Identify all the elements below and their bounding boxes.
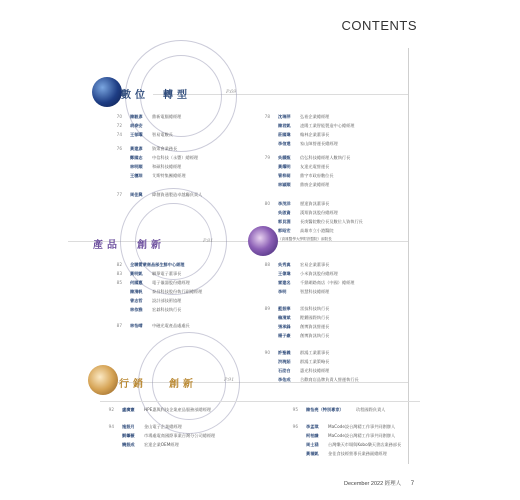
entry-name: 管梓萌 bbox=[278, 173, 291, 178]
section-digital-page: P.69 bbox=[226, 89, 237, 95]
entry-page: 87 bbox=[116, 323, 122, 328]
entry-name: 楊子豪 bbox=[278, 333, 291, 338]
entry-description: 台灣樂天市場與Kobo樂天書店業務部長 bbox=[328, 442, 402, 447]
entry-name: 陳怡亮（特別專家） bbox=[306, 407, 344, 412]
entry-page: 92 bbox=[108, 407, 114, 412]
entry-name: 黃明凱 bbox=[130, 271, 143, 276]
contents-heading: CONTENTS bbox=[341, 18, 417, 33]
entry-name: 劉肇薇 bbox=[122, 433, 135, 438]
entry-name: 吳秀真 bbox=[278, 262, 291, 267]
entry-description: 弘裕企業總經理 bbox=[300, 114, 330, 119]
entry-name: 吳韻甄 bbox=[278, 155, 291, 160]
entry-name: 雷建名 bbox=[278, 280, 291, 285]
entry-page: 72 bbox=[116, 123, 122, 128]
entry-page: 77 bbox=[116, 192, 122, 197]
entry-description: 金佳食技經營專長業務副總經理 bbox=[328, 451, 387, 456]
entry-description: 創博資訊營運長 bbox=[300, 324, 330, 329]
entry-name: 李佑成 bbox=[278, 377, 291, 382]
entry-description: 金山電子企業總經理 bbox=[144, 424, 182, 429]
entry-description: 緯創資通製造卓越廳負責人 bbox=[152, 192, 203, 197]
page-number: 7 bbox=[410, 481, 415, 487]
entry-name: 林穎順 bbox=[278, 182, 291, 187]
entry-name: 黃建彥 bbox=[130, 146, 143, 151]
entry-description: 凌陽工業智能製造中心總經理 bbox=[300, 123, 355, 128]
entry-name: 曾志哲 bbox=[130, 298, 143, 303]
section-product-emblem bbox=[248, 226, 278, 256]
entry-page: 80 bbox=[264, 201, 270, 206]
entry-page: 89 bbox=[264, 306, 270, 311]
entry-description: MaCode設台灣精工作事共同創辦人 bbox=[328, 433, 396, 438]
entry-description: 小米資訊股份總經理 bbox=[300, 271, 338, 276]
entry-name: 藍振寧 bbox=[278, 306, 291, 311]
entry-name: 黃福凱 bbox=[306, 451, 319, 456]
entry-name: 王郁曜 bbox=[130, 132, 143, 137]
section-marketing-page: P.91 bbox=[224, 377, 235, 383]
entry-name: 王穗琮 bbox=[130, 173, 143, 178]
entry-name: 沈瑞萍 bbox=[278, 114, 291, 119]
entry-page: 78 bbox=[264, 114, 270, 119]
entry-name: 李信達 bbox=[278, 141, 291, 146]
entry-page: 85 bbox=[116, 280, 122, 285]
entry-description: 友達光電營運長 bbox=[300, 164, 330, 169]
entry-name: 鄭國志 bbox=[130, 155, 143, 160]
entry-name: 何國惠 bbox=[130, 280, 143, 285]
entry-page: 88 bbox=[264, 262, 270, 267]
entry-name: 全聯實業商品部生鮮中心經理 bbox=[130, 262, 185, 267]
entry-page: 90 bbox=[264, 350, 270, 355]
section-rule bbox=[100, 401, 420, 402]
section-marketing-emblem bbox=[88, 365, 118, 395]
entry-description: 艾斯特集團總經理 bbox=[152, 173, 186, 178]
entry-name: 施振月 bbox=[122, 424, 135, 429]
entry-description: 中磁光電產品處處長 bbox=[152, 323, 190, 328]
entry-description: 市場處電商國際事業台灣分公司總經理 bbox=[144, 433, 216, 438]
entry-name: 李明 bbox=[278, 289, 287, 294]
entry-description: 智易電數長 bbox=[152, 132, 173, 137]
entry-description: 泰昌科技股份執行副總經理 bbox=[152, 289, 203, 294]
entry-name: 陳清帆 bbox=[130, 289, 143, 294]
entry-description: 中信科技（永豐）總經理 bbox=[152, 155, 199, 160]
entry-page: 83 bbox=[116, 271, 122, 276]
entry-name: 陳君凱 bbox=[278, 123, 291, 128]
entry-description: 宏碁科技執行長 bbox=[152, 307, 182, 312]
entry-name: 吳啟資 bbox=[278, 210, 291, 215]
entry-description: 千鼎網路商店（中國）總經理 bbox=[300, 280, 355, 285]
entry-description: 創博資訊執行長 bbox=[300, 333, 330, 338]
entry-name: 林明順 bbox=[130, 164, 143, 169]
entry-description: 雷技科技執行長 bbox=[300, 306, 330, 311]
entry-name: 石劭白 bbox=[278, 368, 291, 373]
section-digital-title: 數 位 轉 型 bbox=[121, 90, 187, 101]
section-product-page: P.81 bbox=[203, 238, 214, 244]
entry-description: 家山障營運長總經理 bbox=[300, 141, 338, 146]
entry-name: 柯柏謙 bbox=[306, 433, 319, 438]
entry-name: 胡泰安 bbox=[130, 123, 143, 128]
entry-description: 鼎廚企業總經理 bbox=[300, 182, 330, 187]
entry-name: 李茂洋 bbox=[278, 201, 291, 206]
magazine-name: 經理人 bbox=[384, 481, 402, 487]
entry-name: 林怡晴 bbox=[130, 323, 143, 328]
page-footer bbox=[344, 479, 414, 487]
entry-page: 79 bbox=[264, 155, 270, 160]
entry-description: 惠光科技總經理 bbox=[300, 368, 330, 373]
entry-description: 玖程國際負責人 bbox=[356, 407, 386, 412]
entry-description: 和碩科技總經理 bbox=[152, 164, 182, 169]
entry-description: 宏易企業董事長 bbox=[300, 262, 330, 267]
entry-name: 饒振成 bbox=[122, 442, 135, 447]
entry-page: 95 bbox=[292, 407, 298, 412]
entry-page: 96 bbox=[292, 424, 298, 429]
section-product-title: 產 品 創 新 bbox=[93, 240, 161, 251]
entry-description: HPE惠與科技企業產品服務部總經理 bbox=[144, 407, 211, 412]
entry-name: 黃耀明 bbox=[278, 164, 291, 169]
entry-name: 林依雅 bbox=[130, 307, 143, 312]
entry-name: 周士涵 bbox=[306, 442, 319, 447]
entry-name: 許聖義 bbox=[278, 350, 291, 355]
entry-description: 高雄市立小港醫院 bbox=[300, 228, 334, 233]
entry-name: 洪琬茹 bbox=[278, 359, 291, 364]
entry-name: 郭貝淵 bbox=[278, 219, 291, 224]
entry-name: 郭昭宏 bbox=[278, 228, 291, 233]
entry-name: 陳駿彥 bbox=[130, 114, 143, 119]
entry-page: 82 bbox=[116, 262, 122, 267]
entry-name: 張承鋒 bbox=[278, 324, 291, 329]
entry-description: 鏗鏘國際執行長 bbox=[300, 315, 330, 320]
entry-description: （高雄醫學大學附設醫院）副院長 bbox=[278, 237, 332, 241]
entry-description: 漢翔資訊股份總經理 bbox=[300, 210, 338, 215]
entry-page: 70 bbox=[116, 114, 122, 119]
section-digital-emblem bbox=[92, 77, 122, 107]
entry-page: 74 bbox=[116, 132, 122, 137]
entry-page: 94 bbox=[108, 424, 114, 429]
entry-description: 長庚醫院數位長及數位人資執行長 bbox=[300, 219, 363, 224]
entry-page: 76 bbox=[116, 146, 122, 151]
entry-description: 鼎新電腦總經理 bbox=[152, 114, 182, 119]
entry-name: 盧廣憲 bbox=[122, 407, 135, 412]
entry-name: 王偉瑋 bbox=[278, 271, 291, 276]
entry-description: 合歡商店品牌負責人營運執行長 bbox=[300, 377, 359, 382]
issue-date: December 2022 bbox=[344, 481, 384, 487]
entry-description: 智慧科技總經理 bbox=[300, 289, 330, 294]
entry-name: 李孟琪 bbox=[306, 424, 319, 429]
entry-description: 群鴻工業策略長 bbox=[300, 359, 330, 364]
entry-description: 群鴻工業董事長 bbox=[300, 350, 330, 355]
entry-name: 賴清斌 bbox=[278, 315, 291, 320]
entry-description: 資策會業務長 bbox=[152, 146, 178, 151]
entry-name: 莊國瑋 bbox=[278, 132, 291, 137]
entry-description: MaCode設台灣精工作事共同創辦人 bbox=[328, 424, 396, 429]
entry-description: 鼎宇市政府數位長 bbox=[300, 173, 334, 178]
entry-description: 翰林企業董事長 bbox=[300, 132, 330, 137]
entry-description: 設計部技術協理 bbox=[152, 298, 182, 303]
entry-name: 周佳興 bbox=[130, 192, 143, 197]
entry-description: 歷達資訊董事長 bbox=[300, 201, 330, 206]
entry-description: 宏達企業OEM經理 bbox=[144, 442, 179, 447]
entry-description: 電子儀器股份總經理 bbox=[152, 280, 190, 285]
section-marketing-title: 行 銷 創 新 bbox=[119, 379, 193, 390]
entry-description: 聯華電子董事長 bbox=[152, 271, 182, 276]
entry-description: 信弘科技總經理人數執行長 bbox=[300, 155, 351, 160]
